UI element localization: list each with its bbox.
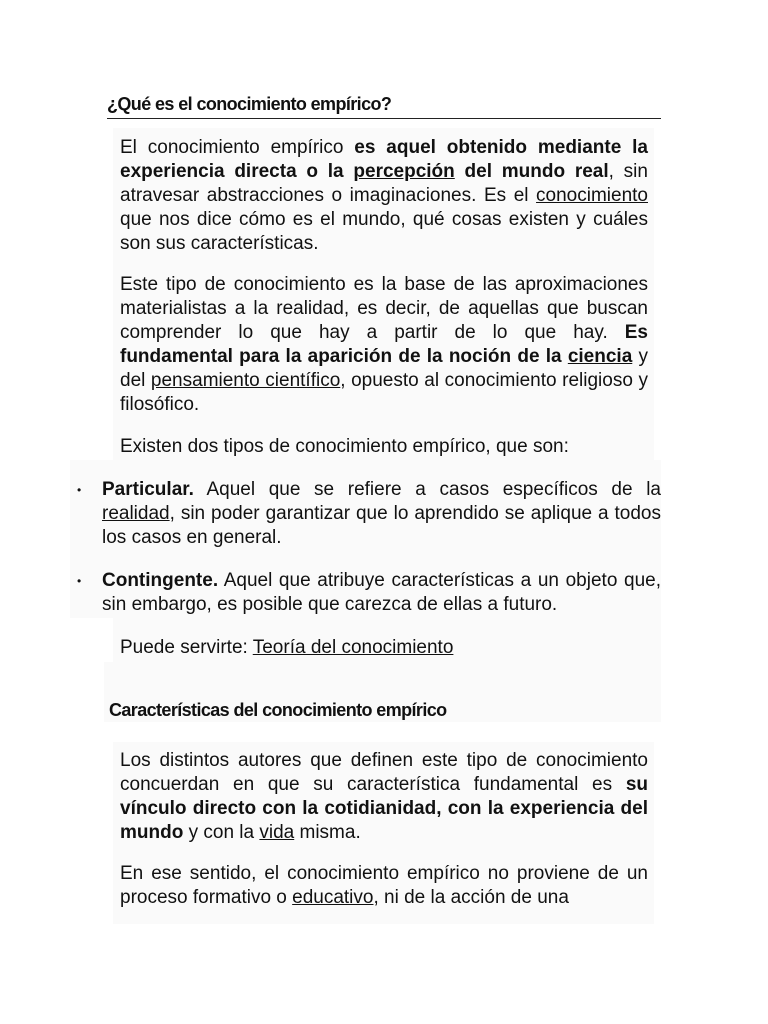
link-realidad[interactable]: realidad: [102, 503, 170, 524]
text: El conocimiento empírico: [120, 137, 355, 158]
link-percepcion[interactable]: percepción: [353, 161, 455, 182]
link-ciencia[interactable]: ciencia: [567, 346, 633, 367]
link-vida[interactable]: vida: [259, 822, 295, 843]
see-also-label: Puede servirte:: [120, 637, 253, 658]
list-item-particular: [102, 478, 661, 550]
paragraph-types-intro: Existen dos tipos de conocimiento empírico, que son:: [120, 436, 569, 457]
text: En ese sentido, el conocimiento empírico no proviene de un proceso formativo o: [120, 863, 648, 908]
text: y del: [120, 346, 649, 391]
paragraph-definition: [120, 136, 648, 256]
text: Los distintos autores que definen este tipo de conocimiento concuerdan en que su característica fundamental es: [120, 750, 648, 795]
text: que nos dice cómo es el mundo, qué cosas existen y cuáles son sus características.: [120, 209, 648, 254]
section-heading-what-is: ¿Qué es el conocimiento empírico?: [107, 92, 661, 119]
bullet-marker: •: [77, 483, 82, 497]
paragraph-characteristics: [120, 749, 648, 845]
bold-text: su vínculo directo con la cotidianidad, con la experiencia del mundo: [120, 774, 648, 843]
text: , sin poder garantizar que lo aprendido se aplique a todos los casos en general.: [102, 503, 661, 548]
bold-text: es aquel obtenido mediante la experiencia directa o la percepción del mundo real: [120, 137, 648, 182]
bold-text: Particular.: [102, 479, 194, 500]
link-conocimiento[interactable]: conocimiento: [536, 185, 648, 206]
see-also: [120, 636, 648, 660]
text: , opuesto al conocimiento religioso y filosófico.: [120, 370, 648, 415]
text: Aquel que se refiere a casos específicos de la: [193, 479, 661, 500]
text: Aquel que atribuye características a un objeto que, sin embargo, es posible que carezca de ellas a futuro.: [102, 570, 661, 615]
bold-text: Contingente.: [102, 570, 219, 591]
section-heading-characteristics: Características del conocimiento empírico: [109, 700, 447, 720]
text: y con la: [183, 822, 260, 843]
list-item-contingente: [102, 569, 661, 617]
text: , ni de la acción de una: [373, 887, 569, 908]
link-pensamiento-cientifico[interactable]: pensamiento científico: [150, 370, 341, 391]
text: , sin atravesar abstracciones o imaginaciones. Es el: [120, 161, 648, 206]
text: misma.: [294, 822, 361, 843]
paragraph-base: [120, 273, 648, 417]
link-teoria-del-conocimiento[interactable]: Teoría del conocimiento: [252, 637, 454, 658]
bullet-marker: •: [77, 574, 82, 588]
bold-text: Es fundamental para la aparición de la noción de la ciencia: [120, 322, 648, 367]
link-educativo[interactable]: educativo: [292, 887, 374, 908]
text: Este tipo de conocimiento es la base de las aproximaciones materialistas a la realidad, es decir, de aquellas que buscan comprender lo que hay a partir de lo que hay.: [120, 274, 648, 343]
paragraph-origin: [120, 862, 648, 910]
